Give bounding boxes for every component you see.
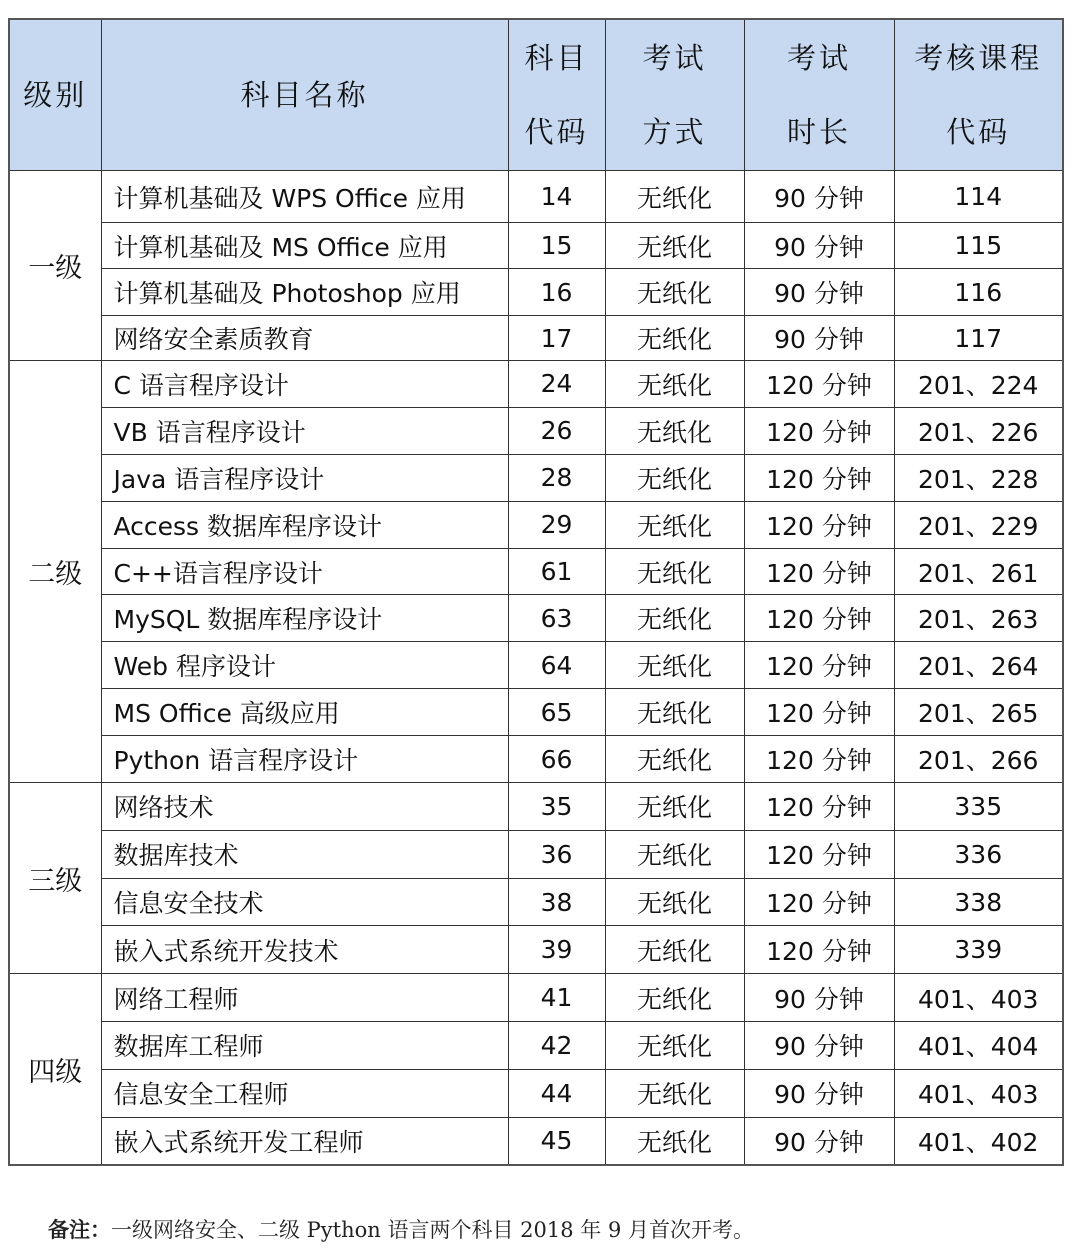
table-row [9, 689, 1063, 736]
code-cell: 26 [508, 407, 605, 454]
course-code-cell: 201、263 [894, 595, 1063, 642]
duration-cell: 120 分钟 [744, 642, 894, 689]
method-cell: 无纸化 [605, 736, 744, 783]
table-row [9, 595, 1063, 642]
name-cell: 网络安全素质教育 [101, 316, 508, 361]
code-cell: 61 [508, 548, 605, 595]
header-row [9, 19, 1063, 171]
course-code-cell: 401、402 [894, 1117, 1063, 1165]
code-cell: 38 [508, 878, 605, 926]
header-text: 考试 [642, 41, 707, 75]
name-cell: C 语言程序设计 [101, 361, 508, 408]
name-cell: 信息安全工程师 [101, 1069, 508, 1117]
course-code-cell: 117 [894, 316, 1063, 361]
duration-cell: 120 分钟 [744, 595, 894, 642]
header-text: 考试 [786, 41, 851, 75]
duration-cell: 120 分钟 [744, 926, 894, 974]
duration-cell: 120 分钟 [744, 361, 894, 408]
course-code-cell: 201、224 [894, 361, 1063, 408]
code-cell: 45 [508, 1117, 605, 1165]
course-code-cell: 338 [894, 878, 1063, 926]
name-cell: C++语言程序设计 [101, 548, 508, 595]
method-cell: 无纸化 [605, 269, 744, 316]
method-cell: 无纸化 [605, 595, 744, 642]
table-row [9, 878, 1063, 926]
name-cell: 网络技术 [101, 783, 508, 831]
header-exam-duration [744, 19, 894, 171]
header-level [9, 19, 101, 171]
table-row [9, 830, 1063, 878]
course-code-cell: 116 [894, 269, 1063, 316]
table-row [9, 1022, 1063, 1070]
method-cell: 无纸化 [605, 361, 744, 408]
name-cell: Web 程序设计 [101, 642, 508, 689]
duration-cell: 90 分钟 [744, 316, 894, 361]
name-cell: 计算机基础及 MS Office 应用 [101, 223, 508, 269]
course-code-cell: 201、229 [894, 501, 1063, 548]
course-code-cell: 201、261 [894, 548, 1063, 595]
code-cell: 17 [508, 316, 605, 361]
duration-cell: 120 分钟 [744, 736, 894, 783]
table-row [9, 1069, 1063, 1117]
duration-cell: 120 分钟 [744, 548, 894, 595]
course-code-cell: 339 [894, 926, 1063, 974]
code-cell: 44 [508, 1069, 605, 1117]
table-row [9, 223, 1063, 269]
name-cell: 计算机基础及 WPS Office 应用 [101, 171, 508, 223]
table-row [9, 361, 1063, 408]
method-cell: 无纸化 [605, 974, 744, 1022]
course-code-cell: 401、403 [894, 1069, 1063, 1117]
exam-subjects-table [8, 18, 1064, 1166]
method-cell: 无纸化 [605, 316, 744, 361]
footnote-label: 备注： [48, 1217, 111, 1242]
method-cell: 无纸化 [605, 830, 744, 878]
method-cell: 无纸化 [605, 501, 744, 548]
table-row [9, 642, 1063, 689]
header-text: 代码 [524, 115, 589, 149]
method-cell: 无纸化 [605, 548, 744, 595]
level-cell: 四级 [9, 974, 101, 1165]
code-cell: 63 [508, 595, 605, 642]
code-cell: 15 [508, 223, 605, 269]
table-row [9, 269, 1063, 316]
method-cell: 无纸化 [605, 1022, 744, 1070]
method-cell: 无纸化 [605, 878, 744, 926]
duration-cell: 90 分钟 [744, 1117, 894, 1165]
course-code-cell: 201、264 [894, 642, 1063, 689]
code-cell: 42 [508, 1022, 605, 1070]
method-cell: 无纸化 [605, 454, 744, 501]
name-cell: 数据库技术 [101, 830, 508, 878]
duration-cell: 120 分钟 [744, 830, 894, 878]
table-row [9, 974, 1063, 1022]
method-cell: 无纸化 [605, 171, 744, 223]
method-cell: 无纸化 [605, 689, 744, 736]
course-code-cell: 201、266 [894, 736, 1063, 783]
table-row [9, 171, 1063, 223]
name-cell: 网络工程师 [101, 974, 508, 1022]
header-text: 科目 [524, 41, 589, 75]
table-row [9, 1117, 1063, 1165]
method-cell: 无纸化 [605, 642, 744, 689]
course-code-cell: 114 [894, 171, 1063, 223]
course-code-cell: 336 [894, 830, 1063, 878]
table-row [9, 548, 1063, 595]
table-row [9, 454, 1063, 501]
header-text: 科目名称 [240, 78, 369, 112]
code-cell: 24 [508, 361, 605, 408]
code-cell: 66 [508, 736, 605, 783]
code-cell: 29 [508, 501, 605, 548]
header-text: 考核课程 [914, 41, 1043, 75]
code-cell: 16 [508, 269, 605, 316]
duration-cell: 120 分钟 [744, 454, 894, 501]
table-row [9, 407, 1063, 454]
name-cell: Access 数据库程序设计 [101, 501, 508, 548]
name-cell: 嵌入式系统开发技术 [101, 926, 508, 974]
header-text: 时长 [786, 115, 851, 149]
duration-cell: 120 分钟 [744, 878, 894, 926]
method-cell: 无纸化 [605, 1069, 744, 1117]
table-row [9, 501, 1063, 548]
name-cell: 嵌入式系统开发工程师 [101, 1117, 508, 1165]
name-cell: 数据库工程师 [101, 1022, 508, 1070]
duration-cell: 90 分钟 [744, 171, 894, 223]
code-cell: 39 [508, 926, 605, 974]
course-code-cell: 401、403 [894, 974, 1063, 1022]
duration-cell: 120 分钟 [744, 689, 894, 736]
duration-cell: 90 分钟 [744, 269, 894, 316]
course-code-cell: 115 [894, 223, 1063, 269]
header-subject-code [508, 19, 605, 171]
method-cell: 无纸化 [605, 1117, 744, 1165]
code-cell: 36 [508, 830, 605, 878]
name-cell: 计算机基础及 Photoshop 应用 [101, 269, 508, 316]
duration-cell: 120 分钟 [744, 501, 894, 548]
method-cell: 无纸化 [605, 926, 744, 974]
course-code-cell: 335 [894, 783, 1063, 831]
footnote-text: 一级网络安全、二级 Python 语言两个科目 2018 年 9 月首次开考。 [111, 1218, 754, 1242]
level-cell: 三级 [9, 783, 101, 974]
code-cell: 64 [508, 642, 605, 689]
duration-cell: 120 分钟 [744, 783, 894, 831]
code-cell: 14 [508, 171, 605, 223]
name-cell: Python 语言程序设计 [101, 736, 508, 783]
name-cell: MS Office 高级应用 [101, 689, 508, 736]
duration-cell: 120 分钟 [744, 407, 894, 454]
header-subject-name [101, 19, 508, 171]
method-cell: 无纸化 [605, 783, 744, 831]
code-cell: 35 [508, 783, 605, 831]
level-cell: 一级 [9, 171, 101, 361]
duration-cell: 90 分钟 [744, 1022, 894, 1070]
header-text: 级别 [23, 78, 88, 112]
duration-cell: 90 分钟 [744, 223, 894, 269]
code-cell: 28 [508, 454, 605, 501]
duration-cell: 90 分钟 [744, 1069, 894, 1117]
course-code-cell: 201、228 [894, 454, 1063, 501]
name-cell: Java 语言程序设计 [101, 454, 508, 501]
table-row [9, 736, 1063, 783]
code-cell: 65 [508, 689, 605, 736]
table-row [9, 783, 1063, 831]
header-text: 方式 [642, 115, 707, 149]
course-code-cell: 201、265 [894, 689, 1063, 736]
course-code-cell: 201、226 [894, 407, 1063, 454]
name-cell: 信息安全技术 [101, 878, 508, 926]
method-cell: 无纸化 [605, 223, 744, 269]
header-course-code [894, 19, 1063, 171]
level-cell: 二级 [9, 361, 101, 783]
name-cell: MySQL 数据库程序设计 [101, 595, 508, 642]
header-exam-method [605, 19, 744, 171]
method-cell: 无纸化 [605, 407, 744, 454]
code-cell: 41 [508, 974, 605, 1022]
header-text: 代码 [946, 115, 1011, 149]
table-row [9, 316, 1063, 361]
duration-cell: 90 分钟 [744, 974, 894, 1022]
name-cell: VB 语言程序设计 [101, 407, 508, 454]
table-row [9, 926, 1063, 974]
course-code-cell: 401、404 [894, 1022, 1063, 1070]
footnote [48, 1214, 754, 1244]
